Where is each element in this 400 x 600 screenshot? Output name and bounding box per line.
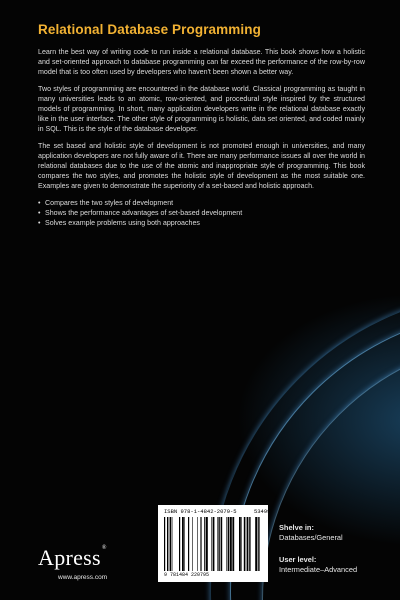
barcode-stripe [221,517,222,571]
description-paragraph: Two styles of programming are encountered in the database world. Classical programming as taught in many universities leads to an atomic, row-oriented, and procedural style inspired by the structured models of programming. In short, many application developers write in the relational database exactly like in the user interface. The other style of programming is holistic, data set oriented, and coded mainly in SQL. This is the style of the database developer. [38,85,365,133]
isbn-line [164,508,270,515]
barcode-stripe [219,517,220,571]
barcode-stripe [170,517,171,571]
barcode-stripe [217,517,218,571]
barcode-stripe [258,517,259,571]
user-level-value: Intermediate–Advanced [279,564,358,574]
barcode-stripe [247,517,248,571]
publisher-url: www.apress.com [58,574,108,581]
barcode-stripe [250,517,251,571]
user-level-info [279,555,357,574]
description-block [38,48,365,229]
barcode-digits: 9 781484 220795 [164,572,210,578]
feature-list [38,199,365,228]
publisher-logo [38,545,107,571]
barcode-stripe [211,517,212,571]
barcode-icon [164,517,262,571]
barcode-stripe [232,517,234,571]
bullet-icon: • [38,199,41,208]
feature-item [38,209,365,219]
description-paragraph: The set based and holistic style of development is not promoted enough in universities, and many application developers are not fully aware of it. There are many performance issues all over the world in relational databases due to the use of the atomic and inappropriate style of programming. This book compares the two styles, and promotes the holistic style of development as the most suitable one. Examples are given to demonstrate the superiority of a set-based and holistic approach. [38,142,365,190]
barcode-stripe [259,517,260,571]
feature-item [38,199,365,209]
barcode-stripe [201,517,202,571]
registered-mark: ® [101,545,107,551]
barcode-stripe [164,517,165,571]
barcode-stripe [172,517,173,571]
feature-text: Shows the performance advantages of set-based development [45,209,243,218]
shelve-value: Databases/General [279,532,343,542]
barcode-stripe [169,517,170,571]
isbn-number: ISBN 978-1-4842-2079-5 [164,508,237,515]
feature-text: Solves example problems using both approaches [45,218,200,227]
barcode-stripe [246,517,247,571]
feature-item [38,219,365,229]
barcode-stripe [244,517,245,571]
barcode-stripe [182,517,184,571]
bullet-icon: • [38,209,41,218]
barcode-stripe [241,517,242,571]
price-code: 53499 [253,508,271,515]
shelve-info [279,523,343,542]
feature-text: Compares the two styles of development [45,199,174,208]
barcode-stripe [179,517,180,571]
description-paragraph: Learn the best way of writing code to run inside a relational database. This book shows how a holistic and set-oriented approach to database programming can far exceed the performance of the row-by-row model that is too often used by developers who haven't been shown a better way. [38,48,365,76]
barcode-stripe [239,517,241,571]
barcode-stripe [213,517,215,571]
barcode-stripe [204,517,205,571]
barcode-stripe [184,517,185,571]
isbn-barcode [158,505,271,582]
barcode-stripe [228,517,230,571]
barcode-stripe [249,517,250,571]
shelve-label: Shelve in: [279,523,314,532]
barcode-stripe [200,517,201,571]
barcode-stripe [206,517,208,571]
barcode-stripe [192,517,193,571]
barcode-stripe [197,517,198,571]
barcode-stripe [230,517,232,571]
publisher-name: Apress [38,545,101,570]
user-level-label: User level: [279,555,317,564]
barcode-stripe [255,517,257,571]
barcode-stripe [188,517,189,571]
barcode-stripe [167,517,168,571]
bullet-icon: • [38,218,41,227]
book-title: Relational Database Programming [38,22,261,37]
barcode-stripe [226,517,227,571]
